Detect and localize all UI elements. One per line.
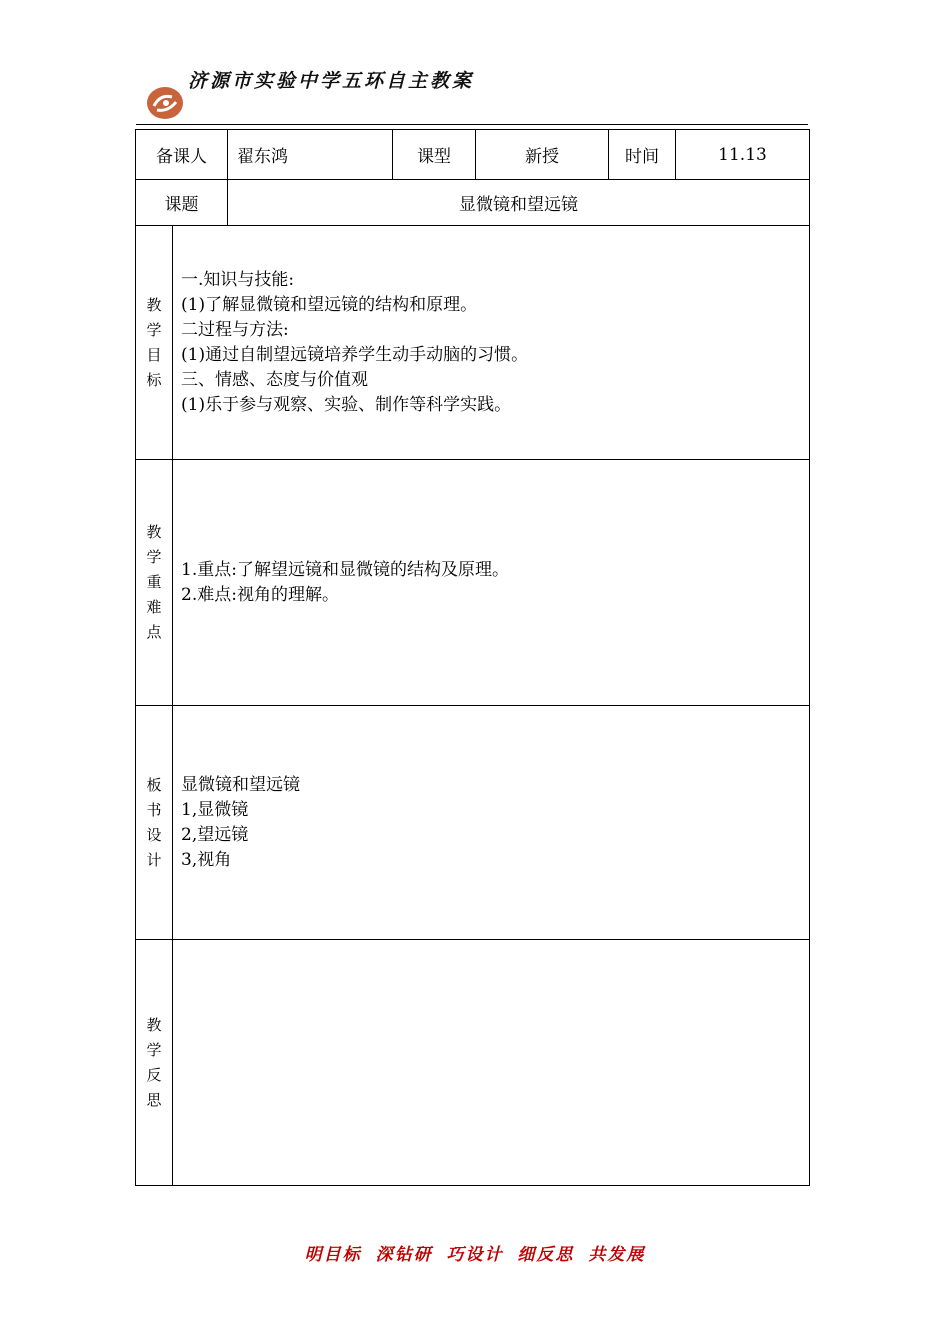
board-design-label: 板 书 设 计	[136, 706, 173, 940]
lesson-type-label: 课型	[393, 130, 476, 180]
preparer-label: 备课人	[136, 130, 228, 180]
reflection-row	[136, 940, 810, 1186]
board-line: 1,显微镜	[181, 799, 249, 820]
goal-line: (1)乐于参与观察、实验、制作等科学实践。	[181, 394, 512, 415]
board-design-row	[136, 706, 810, 940]
topic-row	[136, 180, 810, 226]
lesson-plan-table	[135, 129, 810, 1186]
key-point-line: 2.难点:视角的理解。	[181, 584, 339, 605]
board-design-content	[173, 706, 810, 940]
time-value: 11.13	[676, 130, 810, 180]
lesson-type-value: 新授	[476, 130, 609, 180]
goal-line: (1)通过自制望远镜培养学生动手动脑的习惯。	[181, 344, 529, 365]
school-logo	[146, 86, 184, 120]
goal-line: (1)了解显微镜和望远镜的结构和原理。	[181, 294, 478, 315]
header-divider	[136, 124, 808, 125]
key-points-content	[173, 460, 810, 706]
school-name: 济源市实验中学五环自主教案	[188, 70, 475, 92]
goal-line: 三、情感、态度与价值观	[181, 369, 368, 390]
topic-value: 显微镜和望远镜	[228, 180, 810, 226]
key-points-label: 教 学 重 难 点	[136, 460, 173, 706]
board-line: 显微镜和望远镜	[181, 774, 300, 795]
goals-row	[136, 226, 810, 460]
board-line: 2,望远镜	[181, 824, 249, 845]
reflection-label: 教 学 反 思	[136, 940, 173, 1186]
goals-content	[173, 226, 810, 460]
time-label: 时间	[609, 130, 676, 180]
goals-label: 教 学 目 标	[136, 226, 173, 460]
goal-line: 一.知识与技能:	[181, 269, 295, 290]
key-points-row	[136, 460, 810, 706]
footer-motto: 明目标 深钻研 巧设计 细反思 共发展	[304, 1245, 646, 1265]
key-point-line: 1.重点:了解望远镜和显微镜的结构及原理。	[181, 559, 509, 580]
info-row	[136, 130, 810, 180]
reflection-content	[173, 940, 810, 1186]
goal-line: 二过程与方法:	[181, 319, 289, 340]
board-line: 3,视角	[181, 849, 232, 870]
preparer-value: 翟东鸿	[228, 130, 393, 180]
topic-label: 课题	[136, 180, 228, 226]
